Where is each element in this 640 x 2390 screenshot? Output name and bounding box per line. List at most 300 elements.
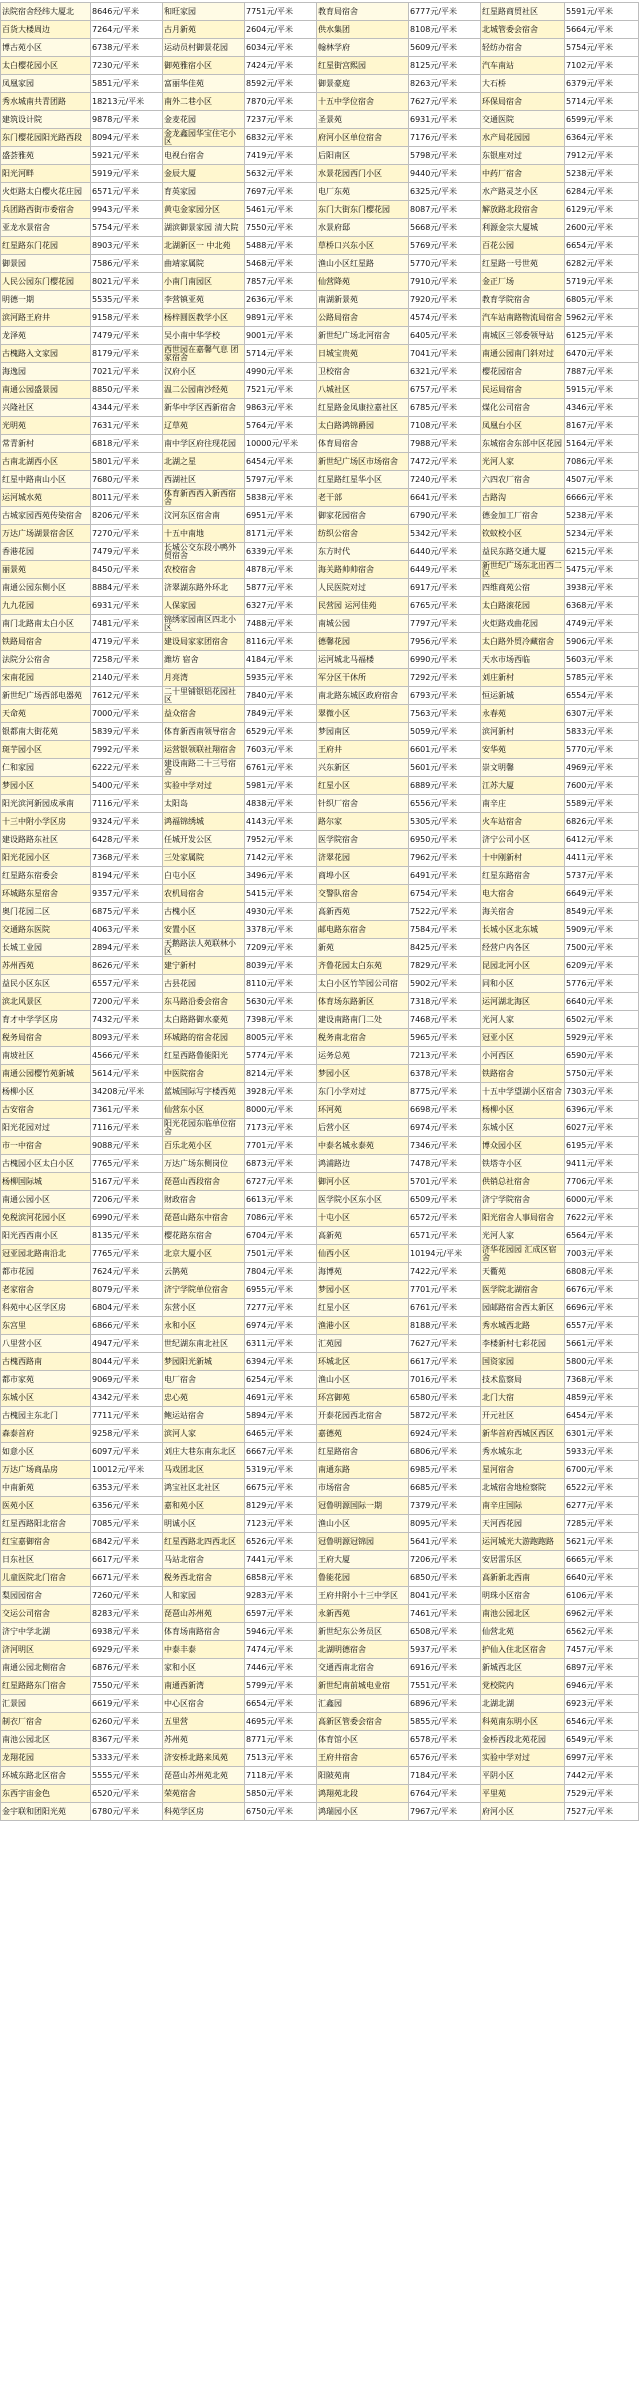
unit-price-cell: 8041元/平米 (409, 1587, 481, 1605)
unit-price-cell: 7627元/平米 (409, 1335, 481, 1353)
neighborhood-name-cell: 环保局宿舍 (481, 93, 565, 111)
neighborhood-name-cell: 宋南花园 (1, 669, 91, 687)
neighborhood-name-cell: 税务南北宿舍 (317, 1029, 409, 1047)
table-row (1, 651, 639, 669)
unit-price-cell: 7237元/平米 (245, 111, 317, 129)
unit-price-cell: 9440元/平米 (409, 165, 481, 183)
neighborhood-name-cell: 光河人家 (481, 1011, 565, 1029)
unit-price-cell: 7797元/平米 (409, 615, 481, 633)
neighborhood-name-cell: 金辰大厦 (163, 165, 245, 183)
unit-price-cell: 7501元/平米 (245, 1245, 317, 1263)
neighborhood-name-cell: 亚龙水景宿舍 (1, 219, 91, 237)
neighborhood-name-cell: 济宁学院单位宿舍 (163, 1281, 245, 1299)
unit-price-cell: 6557元/平米 (91, 975, 163, 993)
neighborhood-name-cell: 水景花园西门小区 (317, 165, 409, 183)
unit-price-cell: 8884元/平米 (91, 579, 163, 597)
unit-price-cell: 4695元/平米 (245, 1713, 317, 1731)
table-row (1, 39, 639, 57)
table-row (1, 237, 639, 255)
neighborhood-name-cell: 十三中附小学区房 (1, 813, 91, 831)
unit-price-cell: 5591元/平米 (565, 3, 639, 21)
neighborhood-name-cell: 小南门南园区 (163, 273, 245, 291)
unit-price-cell: 5714元/平米 (565, 93, 639, 111)
neighborhood-name-cell: 东城宿舍东部中区花园 (481, 435, 565, 453)
table-row (1, 1065, 639, 1083)
unit-price-cell: 7468元/平米 (409, 1011, 481, 1029)
neighborhood-name-cell: 人和家园 (163, 1587, 245, 1605)
unit-price-cell: 6502元/平米 (565, 1011, 639, 1029)
unit-price-cell: 6757元/平米 (409, 381, 481, 399)
unit-price-cell: 7240元/平米 (409, 471, 481, 489)
neighborhood-name-cell: 新苑 (317, 939, 409, 957)
unit-price-cell: 5535元/平米 (91, 291, 163, 309)
neighborhood-name-cell: 太白小区竹竿园公司宿 (317, 975, 409, 993)
unit-price-cell: 8095元/平米 (409, 1515, 481, 1533)
unit-price-cell: 6378元/平米 (409, 1065, 481, 1083)
neighborhood-name-cell: 法院分公宿舍 (1, 651, 91, 669)
table-row (1, 1281, 639, 1299)
unit-price-cell: 8094元/平米 (91, 129, 163, 147)
neighborhood-name-cell: 环城路的宿舍花园 (163, 1029, 245, 1047)
unit-price-cell: 5641元/平米 (409, 1533, 481, 1551)
unit-price-cell: 6571元/平米 (409, 1227, 481, 1245)
unit-price-cell: 6640元/平米 (565, 1569, 639, 1587)
unit-price-cell: 7550元/平米 (245, 219, 317, 237)
unit-price-cell: 7887元/平米 (565, 363, 639, 381)
unit-price-cell: 6897元/平米 (565, 1659, 639, 1677)
unit-price-cell: 8116元/平米 (245, 633, 317, 651)
neighborhood-name-cell: 老家宿舍 (1, 1281, 91, 1299)
table-row (1, 21, 639, 39)
neighborhood-name-cell: 阳光花园东临单位宿舍 (163, 1119, 245, 1137)
neighborhood-name-cell: 博古苑小区 (1, 39, 91, 57)
table-row (1, 1569, 639, 1587)
unit-price-cell: 6761元/平米 (409, 1299, 481, 1317)
unit-price-cell: 6654元/平米 (565, 237, 639, 255)
unit-price-cell: 6850元/平米 (409, 1569, 481, 1587)
neighborhood-name-cell: 阳光花园对过 (1, 1119, 91, 1137)
neighborhood-name-cell: 阳光西西南小区 (1, 1227, 91, 1245)
unit-price-cell: 7600元/平米 (565, 777, 639, 795)
unit-price-cell: 6454元/平米 (565, 1407, 639, 1425)
neighborhood-name-cell: 中医院宿舍 (163, 1065, 245, 1083)
neighborhood-name-cell: 运河城北马福楼 (317, 651, 409, 669)
unit-price-cell: 6700元/平米 (565, 1461, 639, 1479)
unit-price-cell: 7258元/平米 (91, 651, 163, 669)
unit-price-cell: 7173元/平米 (245, 1119, 317, 1137)
neighborhood-name-cell: 体育局宿舍 (317, 435, 409, 453)
unit-price-cell: 5855元/平米 (409, 1713, 481, 1731)
neighborhood-name-cell: 税务局宿舍 (1, 1029, 91, 1047)
unit-price-cell: 9863元/平米 (245, 399, 317, 417)
unit-price-cell: 7478元/平米 (409, 1155, 481, 1173)
unit-price-cell: 6209元/平米 (565, 957, 639, 975)
unit-price-cell: 6509元/平米 (409, 1191, 481, 1209)
table-row (1, 1335, 639, 1353)
unit-price-cell: 7751元/平米 (245, 3, 317, 21)
neighborhood-name-cell: 育英家园 (163, 183, 245, 201)
neighborhood-name-cell: 古城家园西苑传染宿舍 (1, 507, 91, 525)
unit-price-cell: 6777元/平米 (409, 3, 481, 21)
neighborhood-name-cell: 北湖之星 (163, 453, 245, 471)
neighborhood-name-cell: 水产局花园园 (481, 129, 565, 147)
neighborhood-name-cell: 古槐西路南 (1, 1353, 91, 1371)
unit-price-cell: 5933元/平米 (565, 1443, 639, 1461)
neighborhood-name-cell: 体育场东路新区 (317, 993, 409, 1011)
unit-price-cell: 7706元/平米 (565, 1173, 639, 1191)
neighborhood-name-cell: 市一中宿舍 (1, 1137, 91, 1155)
unit-price-cell: 6804元/平米 (91, 1299, 163, 1317)
unit-price-cell: 6546元/平米 (565, 1713, 639, 1731)
unit-price-cell: 7804元/平米 (245, 1263, 317, 1281)
unit-price-cell: 9283元/平米 (245, 1587, 317, 1605)
unit-price-cell: 7142元/平米 (245, 849, 317, 867)
neighborhood-name-cell: 马站北宿舍 (163, 1551, 245, 1569)
unit-price-cell: 7870元/平米 (245, 93, 317, 111)
neighborhood-name-cell: 梦园小区 (317, 1065, 409, 1083)
neighborhood-name-cell: 万达广场东侧岗位 (163, 1155, 245, 1173)
unit-price-cell: 6793元/平米 (409, 687, 481, 705)
neighborhood-name-cell: 汽车站南路物流局宿舍 (481, 309, 565, 327)
neighborhood-name-cell: 建设路路东社区 (1, 831, 91, 849)
neighborhood-name-cell: 同和小区 (481, 975, 565, 993)
unit-price-cell: 7857元/平米 (245, 273, 317, 291)
neighborhood-name-cell: 古县花园 (163, 975, 245, 993)
unit-price-cell: 8093元/平米 (91, 1029, 163, 1047)
neighborhood-name-cell: 南坡社区 (1, 1047, 91, 1065)
neighborhood-name-cell: 杨柳小区 (1, 1083, 91, 1101)
neighborhood-name-cell: 党校院内 (481, 1677, 565, 1695)
unit-price-cell: 6379元/平米 (565, 75, 639, 93)
neighborhood-name-cell: 电视台宿舍 (163, 147, 245, 165)
neighborhood-name-cell: 古安宿舍 (1, 1101, 91, 1119)
unit-price-cell: 7086元/平米 (245, 1209, 317, 1227)
neighborhood-name-cell: 十五中学位宿舍 (317, 93, 409, 111)
table-row (1, 1443, 639, 1461)
neighborhood-name-cell: 阳光宿舍人事局宿舍 (481, 1209, 565, 1227)
neighborhood-name-cell: 北湖北湖 (481, 1695, 565, 1713)
neighborhood-name-cell: 明德一期 (1, 291, 91, 309)
neighborhood-name-cell: 渔山小区红星路 (317, 255, 409, 273)
neighborhood-name-cell: 长城小区北东城 (481, 921, 565, 939)
unit-price-cell: 7472元/平米 (409, 453, 481, 471)
unit-price-cell: 6617元/平米 (91, 1551, 163, 1569)
unit-price-cell: 6785元/平米 (409, 399, 481, 417)
unit-price-cell: 7000元/平米 (91, 705, 163, 723)
neighborhood-name-cell: 李营镇亚苑 (163, 291, 245, 309)
unit-price-cell: 6327元/平米 (245, 597, 317, 615)
neighborhood-name-cell: 南通公园盛景园 (1, 381, 91, 399)
unit-price-cell: 4344元/平米 (91, 399, 163, 417)
unit-price-cell: 7461元/平米 (409, 1605, 481, 1623)
neighborhood-name-cell: 刘庄新村 (481, 669, 565, 687)
table-row (1, 1803, 639, 1821)
neighborhood-name-cell: 十中刚新村 (481, 849, 565, 867)
neighborhood-name-cell: 火炬路戏曲花园 (481, 615, 565, 633)
neighborhood-name-cell: 济河明区 (1, 1641, 91, 1659)
unit-price-cell: 7206元/平米 (91, 1191, 163, 1209)
unit-price-cell: 6951元/平米 (245, 507, 317, 525)
unit-price-cell: 6974元/平米 (245, 1317, 317, 1335)
table-row (1, 1263, 639, 1281)
unit-price-cell: 7962元/平米 (409, 849, 481, 867)
unit-price-cell: 5400元/平米 (91, 777, 163, 795)
neighborhood-name-cell: 运务总苑 (317, 1047, 409, 1065)
neighborhood-name-cell: 红星小区 (317, 777, 409, 795)
neighborhood-name-cell: 府河小区 (481, 1803, 565, 1821)
neighborhood-name-cell: 建宁新村 (163, 957, 245, 975)
unit-price-cell: 6698元/平米 (409, 1101, 481, 1119)
unit-price-cell: 8214元/平米 (245, 1065, 317, 1083)
neighborhood-name-cell: 富丽华佳苑 (163, 75, 245, 93)
unit-price-cell: 5774元/平米 (245, 1047, 317, 1065)
neighborhood-name-cell: 建设南路南门二处 (317, 1011, 409, 1029)
unit-price-cell: 7292元/平米 (409, 669, 481, 687)
table-row (1, 1227, 639, 1245)
unit-price-cell: 7481元/平米 (91, 615, 163, 633)
unit-price-cell: 7624元/平米 (91, 1263, 163, 1281)
table-row (1, 147, 639, 165)
neighborhood-name-cell: 阳光滨河新园成承南 (1, 795, 91, 813)
neighborhood-name-cell: 苏州苑 (163, 1731, 245, 1749)
unit-price-cell: 4411元/平米 (565, 849, 639, 867)
unit-price-cell: 7116元/平米 (91, 1119, 163, 1137)
neighborhood-name-cell: 都市家苑 (1, 1371, 91, 1389)
neighborhood-name-cell: 古槐园小区太白小区 (1, 1155, 91, 1173)
neighborhood-name-cell: 二十里铺银铝花园社区 (163, 687, 245, 705)
unit-price-cell: 4574元/平米 (409, 309, 481, 327)
unit-price-cell: 2604元/平米 (245, 21, 317, 39)
neighborhood-name-cell: 东城小区 (1, 1389, 91, 1407)
unit-price-cell: 7457元/平米 (565, 1641, 639, 1659)
unit-price-cell: 6765元/平米 (409, 597, 481, 615)
neighborhood-name-cell: 东马路沿委会宿舍 (163, 993, 245, 1011)
neighborhood-name-cell: 交通路东医院 (1, 921, 91, 939)
neighborhood-name-cell: 北城宿舍地检察院 (481, 1479, 565, 1497)
neighborhood-name-cell: 琵琶山路东中宿舍 (163, 1209, 245, 1227)
unit-price-cell: 6284元/平米 (565, 183, 639, 201)
unit-price-cell: 6097元/平米 (91, 1443, 163, 1461)
neighborhood-name-cell: 红星东路宿舍 (481, 867, 565, 885)
unit-price-cell: 2600元/平米 (565, 219, 639, 237)
unit-price-cell: 6277元/平米 (565, 1497, 639, 1515)
unit-price-cell: 9069元/平米 (91, 1371, 163, 1389)
unit-price-cell: 5919元/平米 (91, 165, 163, 183)
unit-price-cell: 6738元/平米 (91, 39, 163, 57)
table-row (1, 633, 639, 651)
neighborhood-name-cell: 翠微小区 (317, 705, 409, 723)
unit-price-cell: 6666元/平米 (565, 489, 639, 507)
unit-price-cell: 7967元/平米 (409, 1803, 481, 1821)
table-body (1, 3, 639, 1821)
neighborhood-name-cell: 南湖新景苑 (317, 291, 409, 309)
neighborhood-name-cell: 育才中学学区房 (1, 1011, 91, 1029)
neighborhood-name-cell: 滨河路王府井 (1, 309, 91, 327)
neighborhood-name-cell: 古月新苑 (163, 21, 245, 39)
unit-price-cell: 5902元/平米 (409, 975, 481, 993)
neighborhood-name-cell: 滨河新村 (481, 723, 565, 741)
table-row (1, 1695, 639, 1713)
unit-price-cell: 7285元/平米 (565, 1515, 639, 1533)
unit-price-cell: 4063元/平米 (91, 921, 163, 939)
unit-price-cell: 7910元/平米 (409, 273, 481, 291)
neighborhood-name-cell: 南辛庄 (481, 795, 565, 813)
unit-price-cell: 6873元/平米 (245, 1155, 317, 1173)
neighborhood-name-cell: 运河城光大游跑跑路 (481, 1533, 565, 1551)
table-row (1, 561, 639, 579)
neighborhood-name-cell: 南池公园北区 (481, 1605, 565, 1623)
neighborhood-name-cell: 南外二巷小区 (163, 93, 245, 111)
neighborhood-name-cell: 交运公司宿舍 (1, 1605, 91, 1623)
unit-price-cell: 7108元/平米 (409, 417, 481, 435)
unit-price-cell: 5719元/平米 (565, 273, 639, 291)
unit-price-cell: 7368元/平米 (91, 849, 163, 867)
table-row (1, 399, 639, 417)
unit-price-cell: 4749元/平米 (565, 615, 639, 633)
neighborhood-name-cell: 邮电路东宿舍 (317, 921, 409, 939)
unit-price-cell: 6576元/平米 (409, 1749, 481, 1767)
neighborhood-name-cell: 交警队宿舍 (317, 885, 409, 903)
neighborhood-name-cell: 红星西路阳北宿舍 (1, 1515, 91, 1533)
unit-price-cell: 5475元/平米 (565, 561, 639, 579)
table-row (1, 813, 639, 831)
neighborhood-name-cell: 古路沟 (481, 489, 565, 507)
neighborhood-name-cell: 汽车南站 (481, 57, 565, 75)
unit-price-cell: 6990元/平米 (409, 651, 481, 669)
neighborhood-name-cell: 科苑学区房 (163, 1803, 245, 1821)
neighborhood-name-cell: 南通公园南门斜对过 (481, 345, 565, 363)
unit-price-cell: 8626元/平米 (91, 957, 163, 975)
unit-price-cell: 8129元/平米 (245, 1497, 317, 1515)
unit-price-cell: 7627元/平米 (409, 93, 481, 111)
unit-price-cell: 6562元/平米 (565, 1623, 639, 1641)
unit-price-cell: 6125元/平米 (565, 327, 639, 345)
unit-price-cell: 6780元/平米 (91, 1803, 163, 1821)
unit-price-cell: 4838元/平米 (245, 795, 317, 813)
unit-price-cell: 5603元/平米 (565, 651, 639, 669)
unit-price-cell: 9357元/平米 (91, 885, 163, 903)
neighborhood-name-cell: 运营银领联社翔宿舍 (163, 741, 245, 759)
unit-price-cell: 6106元/平米 (565, 1587, 639, 1605)
unit-price-cell: 5059元/平米 (409, 723, 481, 741)
table-row (1, 1389, 639, 1407)
neighborhood-name-cell: 海关路帅帅宿舍 (317, 561, 409, 579)
unit-price-cell: 7586元/平米 (91, 255, 163, 273)
neighborhood-name-cell: 新华中学区西新宿舍 (163, 399, 245, 417)
unit-price-cell: 7711元/平米 (91, 1407, 163, 1425)
unit-price-cell: 7422元/平米 (409, 1263, 481, 1281)
neighborhood-name-cell: 湖滨御景家园 清大院 (163, 219, 245, 237)
neighborhood-name-cell: 蓝城国际写字楼西苑 (163, 1083, 245, 1101)
unit-price-cell: 6557元/平米 (565, 1317, 639, 1335)
unit-price-cell: 7016元/平米 (409, 1371, 481, 1389)
unit-price-cell: 8179元/平米 (91, 345, 163, 363)
unit-price-cell: 9411元/平米 (565, 1155, 639, 1173)
housing-price-table (0, 2, 639, 1821)
unit-price-cell: 8646元/平米 (91, 3, 163, 21)
neighborhood-name-cell: 红星小区 (317, 1299, 409, 1317)
neighborhood-name-cell: 海关宿舍 (481, 903, 565, 921)
unit-price-cell: 8021元/平米 (91, 273, 163, 291)
table-row (1, 975, 639, 993)
neighborhood-name-cell: 铁路宿舍 (481, 1065, 565, 1083)
neighborhood-name-cell: 鸿宝社区北社区 (163, 1479, 245, 1497)
unit-price-cell: 7260元/平米 (91, 1587, 163, 1605)
table-row (1, 489, 639, 507)
unit-price-cell: 6990元/平米 (91, 1209, 163, 1227)
neighborhood-name-cell: 天水市场西临 (481, 651, 565, 669)
table-row (1, 1101, 639, 1119)
unit-price-cell: 6301元/平米 (565, 1425, 639, 1443)
neighborhood-name-cell: 鲍运站宿舍 (163, 1407, 245, 1425)
neighborhood-name-cell: 环城东路北区宿舍 (1, 1767, 91, 1785)
neighborhood-name-cell: 北京大厦小区 (163, 1245, 245, 1263)
unit-price-cell: 7527元/平米 (565, 1803, 639, 1821)
neighborhood-name-cell: 南通西新湾 (163, 1677, 245, 1695)
unit-price-cell: 7912元/平米 (565, 147, 639, 165)
neighborhood-name-cell: 商埠小区 (317, 867, 409, 885)
neighborhood-name-cell: 香港花园 (1, 543, 91, 561)
unit-price-cell: 5614元/平米 (91, 1065, 163, 1083)
neighborhood-name-cell: 交通医院 (481, 111, 565, 129)
unit-price-cell: 6764元/平米 (409, 1785, 481, 1803)
neighborhood-name-cell: 医苑小区 (1, 1497, 91, 1515)
table-row (1, 1317, 639, 1335)
unit-price-cell: 7206元/平米 (409, 1551, 481, 1569)
unit-price-cell: 6465元/平米 (245, 1425, 317, 1443)
unit-price-cell: 8775元/平米 (409, 1083, 481, 1101)
neighborhood-name-cell: 科苑南东明小区 (481, 1713, 565, 1731)
unit-price-cell: 6580元/平米 (409, 1389, 481, 1407)
unit-price-cell: 6396元/平米 (565, 1101, 639, 1119)
neighborhood-name-cell: 天命苑 (1, 705, 91, 723)
unit-price-cell: 7988元/平米 (409, 435, 481, 453)
unit-price-cell: 5799元/平米 (245, 1677, 317, 1695)
unit-price-cell: 7441元/平米 (245, 1551, 317, 1569)
neighborhood-name-cell: 齐鲁花园太白东苑 (317, 957, 409, 975)
neighborhood-name-cell: 古槐路入文家园 (1, 345, 91, 363)
neighborhood-name-cell: 百乐北苑小区 (163, 1137, 245, 1155)
unit-price-cell: 7200元/平米 (91, 993, 163, 1011)
unit-price-cell: 6549元/平米 (565, 1731, 639, 1749)
unit-price-cell: 7952元/平米 (245, 831, 317, 849)
unit-price-cell: 2894元/平米 (91, 939, 163, 957)
neighborhood-name-cell: 南通公园樱竹苑新城 (1, 1065, 91, 1083)
unit-price-cell: 5850元/平米 (245, 1785, 317, 1803)
neighborhood-name-cell: 医学院宿舍 (317, 831, 409, 849)
neighborhood-name-cell: 新城西北区 (481, 1659, 565, 1677)
neighborhood-name-cell: 崇文明馨 (481, 759, 565, 777)
neighborhood-name-cell: 恒运新城 (481, 687, 565, 705)
neighborhood-name-cell: 中泰丰泰 (163, 1641, 245, 1659)
unit-price-cell: 8367元/平米 (91, 1731, 163, 1749)
neighborhood-name-cell: 圣景苑 (317, 111, 409, 129)
neighborhood-name-cell: 鸿浦路边 (317, 1155, 409, 1173)
neighborhood-name-cell: 吴小南中华学校 (163, 327, 245, 345)
table-row (1, 1677, 639, 1695)
unit-price-cell: 8206元/平米 (91, 507, 163, 525)
neighborhood-name-cell: 小河西区 (481, 1047, 565, 1065)
neighborhood-name-cell: 海博苑 (317, 1263, 409, 1281)
neighborhood-name-cell: 新世纪广场北河宿舍 (317, 327, 409, 345)
neighborhood-name-cell: 海逸园 (1, 363, 91, 381)
unit-price-cell: 6832元/平米 (245, 129, 317, 147)
unit-price-cell: 5962元/平米 (565, 309, 639, 327)
unit-price-cell: 5909元/平米 (565, 921, 639, 939)
neighborhood-name-cell: 济安桥北路来凤苑 (163, 1749, 245, 1767)
unit-price-cell: 4930元/平米 (245, 903, 317, 921)
table-row (1, 1533, 639, 1551)
